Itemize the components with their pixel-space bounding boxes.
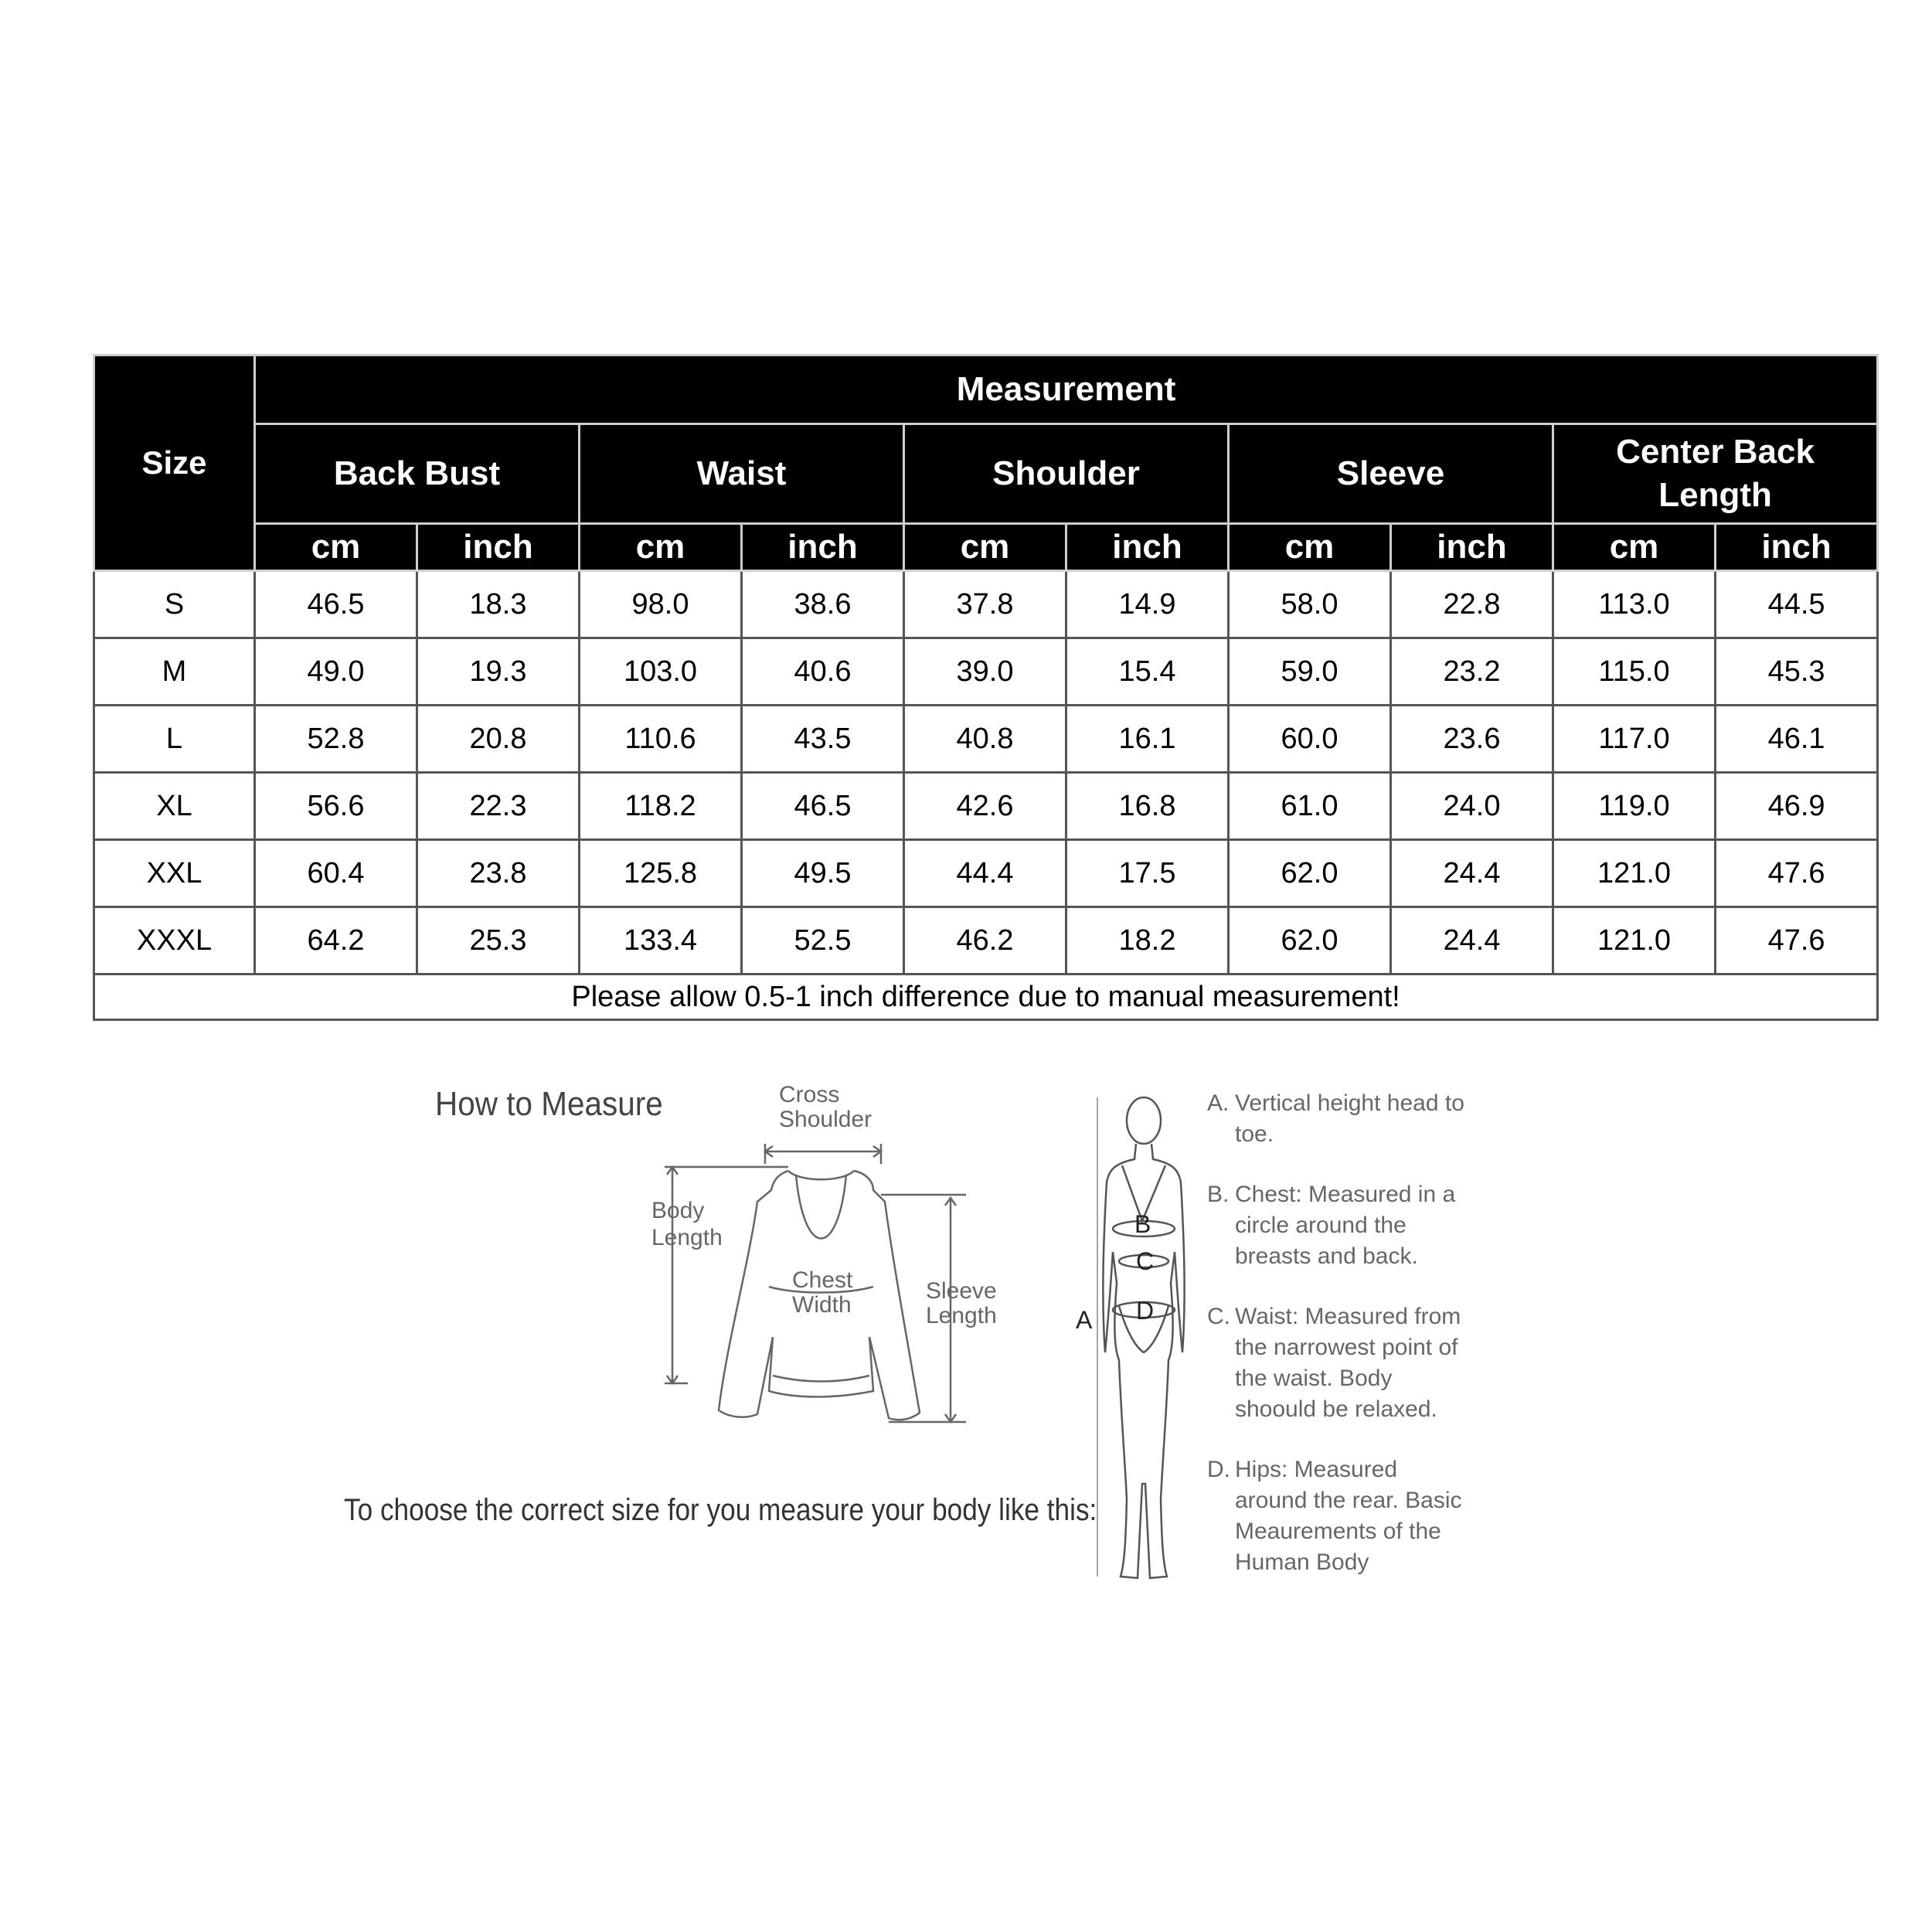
unit-header-cm: cm (255, 524, 417, 571)
table-row (94, 638, 1878, 706)
table-row (94, 706, 1878, 773)
size-cell: XXL (94, 840, 255, 907)
unit-header-inch: inch (1066, 524, 1229, 571)
value-cell: 18.2 (1066, 907, 1229, 975)
unit-header-cm: cm (1553, 524, 1716, 571)
value-cell: 42.6 (904, 773, 1066, 840)
value-cell: 44.4 (904, 840, 1066, 907)
value-cell: 59.0 (1229, 638, 1391, 706)
group-header-waist: Waist (580, 424, 904, 524)
size-chart-table (93, 354, 1879, 1021)
note-item (1207, 1088, 1485, 1150)
value-cell: 49.0 (255, 638, 417, 706)
value-cell: 16.1 (1066, 706, 1229, 773)
value-cell: 46.9 (1716, 773, 1878, 840)
sleeve-length-label-2: Length (926, 1303, 997, 1328)
value-cell: 46.2 (904, 907, 1066, 975)
value-cell: 118.2 (580, 773, 742, 840)
measurement-header: Measurement (255, 355, 1878, 424)
value-cell: 23.2 (1391, 638, 1553, 706)
unit-header-inch: inch (1716, 524, 1878, 571)
value-cell: 40.8 (904, 706, 1066, 773)
note-item (1207, 1454, 1485, 1578)
value-cell: 22.3 (417, 773, 580, 840)
note-letter: A. (1207, 1090, 1230, 1116)
value-cell: 62.0 (1229, 907, 1391, 975)
note-letter: C. (1207, 1304, 1230, 1329)
note-letter: D. (1207, 1457, 1230, 1482)
note-text: Chest: Measured in a circle around the breasts and back. (1235, 1182, 1456, 1269)
value-cell: 52.5 (742, 907, 904, 975)
value-cell: 46.5 (742, 773, 904, 840)
value-cell: 56.6 (255, 773, 417, 840)
unit-header-cm: cm (580, 524, 742, 571)
size-cell: M (94, 638, 255, 706)
group-header-sleeve: Sleeve (1229, 424, 1553, 524)
value-cell: 38.6 (742, 571, 904, 638)
figure-letter-d: D (1136, 1297, 1155, 1325)
value-cell: 24.4 (1391, 907, 1553, 975)
measurement-notes (1207, 1088, 1485, 1607)
group-header-back-bust: Back Bust (255, 424, 580, 524)
value-cell: 23.6 (1391, 706, 1553, 773)
value-cell: 46.5 (255, 571, 417, 638)
figure-letter-c: C (1136, 1247, 1155, 1275)
value-cell: 23.8 (417, 840, 580, 907)
size-cell: L (94, 706, 255, 773)
value-cell: 24.0 (1391, 773, 1553, 840)
how-to-measure-title: How to Measure (435, 1085, 663, 1123)
table-row (94, 773, 1878, 840)
body-measurement-figure (1082, 1082, 1206, 1592)
body-length-label-2: Length (651, 1225, 723, 1250)
value-cell: 49.5 (742, 840, 904, 907)
note-text: Waist: Measured from the narrowest point of the waist. Body shoould be relaxed. (1235, 1304, 1461, 1422)
value-cell: 25.3 (417, 907, 580, 975)
chest-width-label-1: Chest (792, 1267, 853, 1293)
note-item (1207, 1301, 1485, 1425)
value-cell: 119.0 (1553, 773, 1716, 840)
size-cell: S (94, 571, 255, 638)
value-cell: 20.8 (417, 706, 580, 773)
cross-shoulder-label-2: Shoulder (779, 1107, 872, 1132)
table-footnote: Please allow 0.5-1 inch difference due to manual measurement! (94, 975, 1878, 1020)
note-text: Hips: Measured around the rear. Basic Meaurements of the Human Body (1235, 1457, 1462, 1575)
note-text: Vertical height head to toe. (1235, 1090, 1464, 1147)
value-cell: 52.8 (255, 706, 417, 773)
value-cell: 16.8 (1066, 773, 1229, 840)
value-cell: 61.0 (1229, 773, 1391, 840)
value-cell: 113.0 (1553, 571, 1716, 638)
value-cell: 43.5 (742, 706, 904, 773)
value-cell: 45.3 (1716, 638, 1878, 706)
value-cell: 19.3 (417, 638, 580, 706)
group-header-shoulder: Shoulder (904, 424, 1229, 524)
cross-shoulder-label-1: Cross (779, 1082, 840, 1107)
value-cell: 115.0 (1553, 638, 1716, 706)
value-cell: 47.6 (1716, 907, 1878, 975)
value-cell: 133.4 (580, 907, 742, 975)
measure-instruction: To choose the correct size for you measure your body like this: (344, 1493, 1097, 1527)
value-cell: 125.8 (580, 840, 742, 907)
value-cell: 58.0 (1229, 571, 1391, 638)
value-cell: 121.0 (1553, 907, 1716, 975)
figure-letter-a: A (1076, 1306, 1093, 1334)
value-cell: 103.0 (580, 638, 742, 706)
value-cell: 62.0 (1229, 840, 1391, 907)
value-cell: 110.6 (580, 706, 742, 773)
value-cell: 40.6 (742, 638, 904, 706)
note-item (1207, 1179, 1485, 1272)
unit-header-cm: cm (1229, 524, 1391, 571)
value-cell: 37.8 (904, 571, 1066, 638)
table-row (94, 840, 1878, 907)
value-cell: 47.6 (1716, 840, 1878, 907)
chest-width-label-2: Width (792, 1292, 852, 1318)
value-cell: 15.4 (1066, 638, 1229, 706)
value-cell: 39.0 (904, 638, 1066, 706)
value-cell: 60.0 (1229, 706, 1391, 773)
value-cell: 44.5 (1716, 571, 1878, 638)
value-cell: 98.0 (580, 571, 742, 638)
value-cell: 14.9 (1066, 571, 1229, 638)
note-letter: B. (1207, 1182, 1230, 1207)
group-header-center-back-length: Center Back Length (1553, 424, 1878, 524)
value-cell: 64.2 (255, 907, 417, 975)
value-cell: 22.8 (1391, 571, 1553, 638)
table-row (94, 571, 1878, 638)
sleeve-length-label-1: Sleeve (926, 1278, 997, 1304)
unit-header-inch: inch (417, 524, 580, 571)
value-cell: 60.4 (255, 840, 417, 907)
figure-letter-b: B (1134, 1210, 1151, 1238)
value-cell: 18.3 (417, 571, 580, 638)
value-cell: 17.5 (1066, 840, 1229, 907)
table-row (94, 907, 1878, 975)
value-cell: 117.0 (1553, 706, 1716, 773)
value-cell: 46.1 (1716, 706, 1878, 773)
unit-header-inch: inch (742, 524, 904, 571)
size-cell: XXXL (94, 907, 255, 975)
body-length-label-1: Body (651, 1198, 705, 1223)
unit-header-cm: cm (904, 524, 1066, 571)
value-cell: 24.4 (1391, 840, 1553, 907)
unit-header-inch: inch (1391, 524, 1553, 571)
value-cell: 121.0 (1553, 840, 1716, 907)
size-cell: XL (94, 773, 255, 840)
size-column-header: Size (94, 355, 255, 571)
